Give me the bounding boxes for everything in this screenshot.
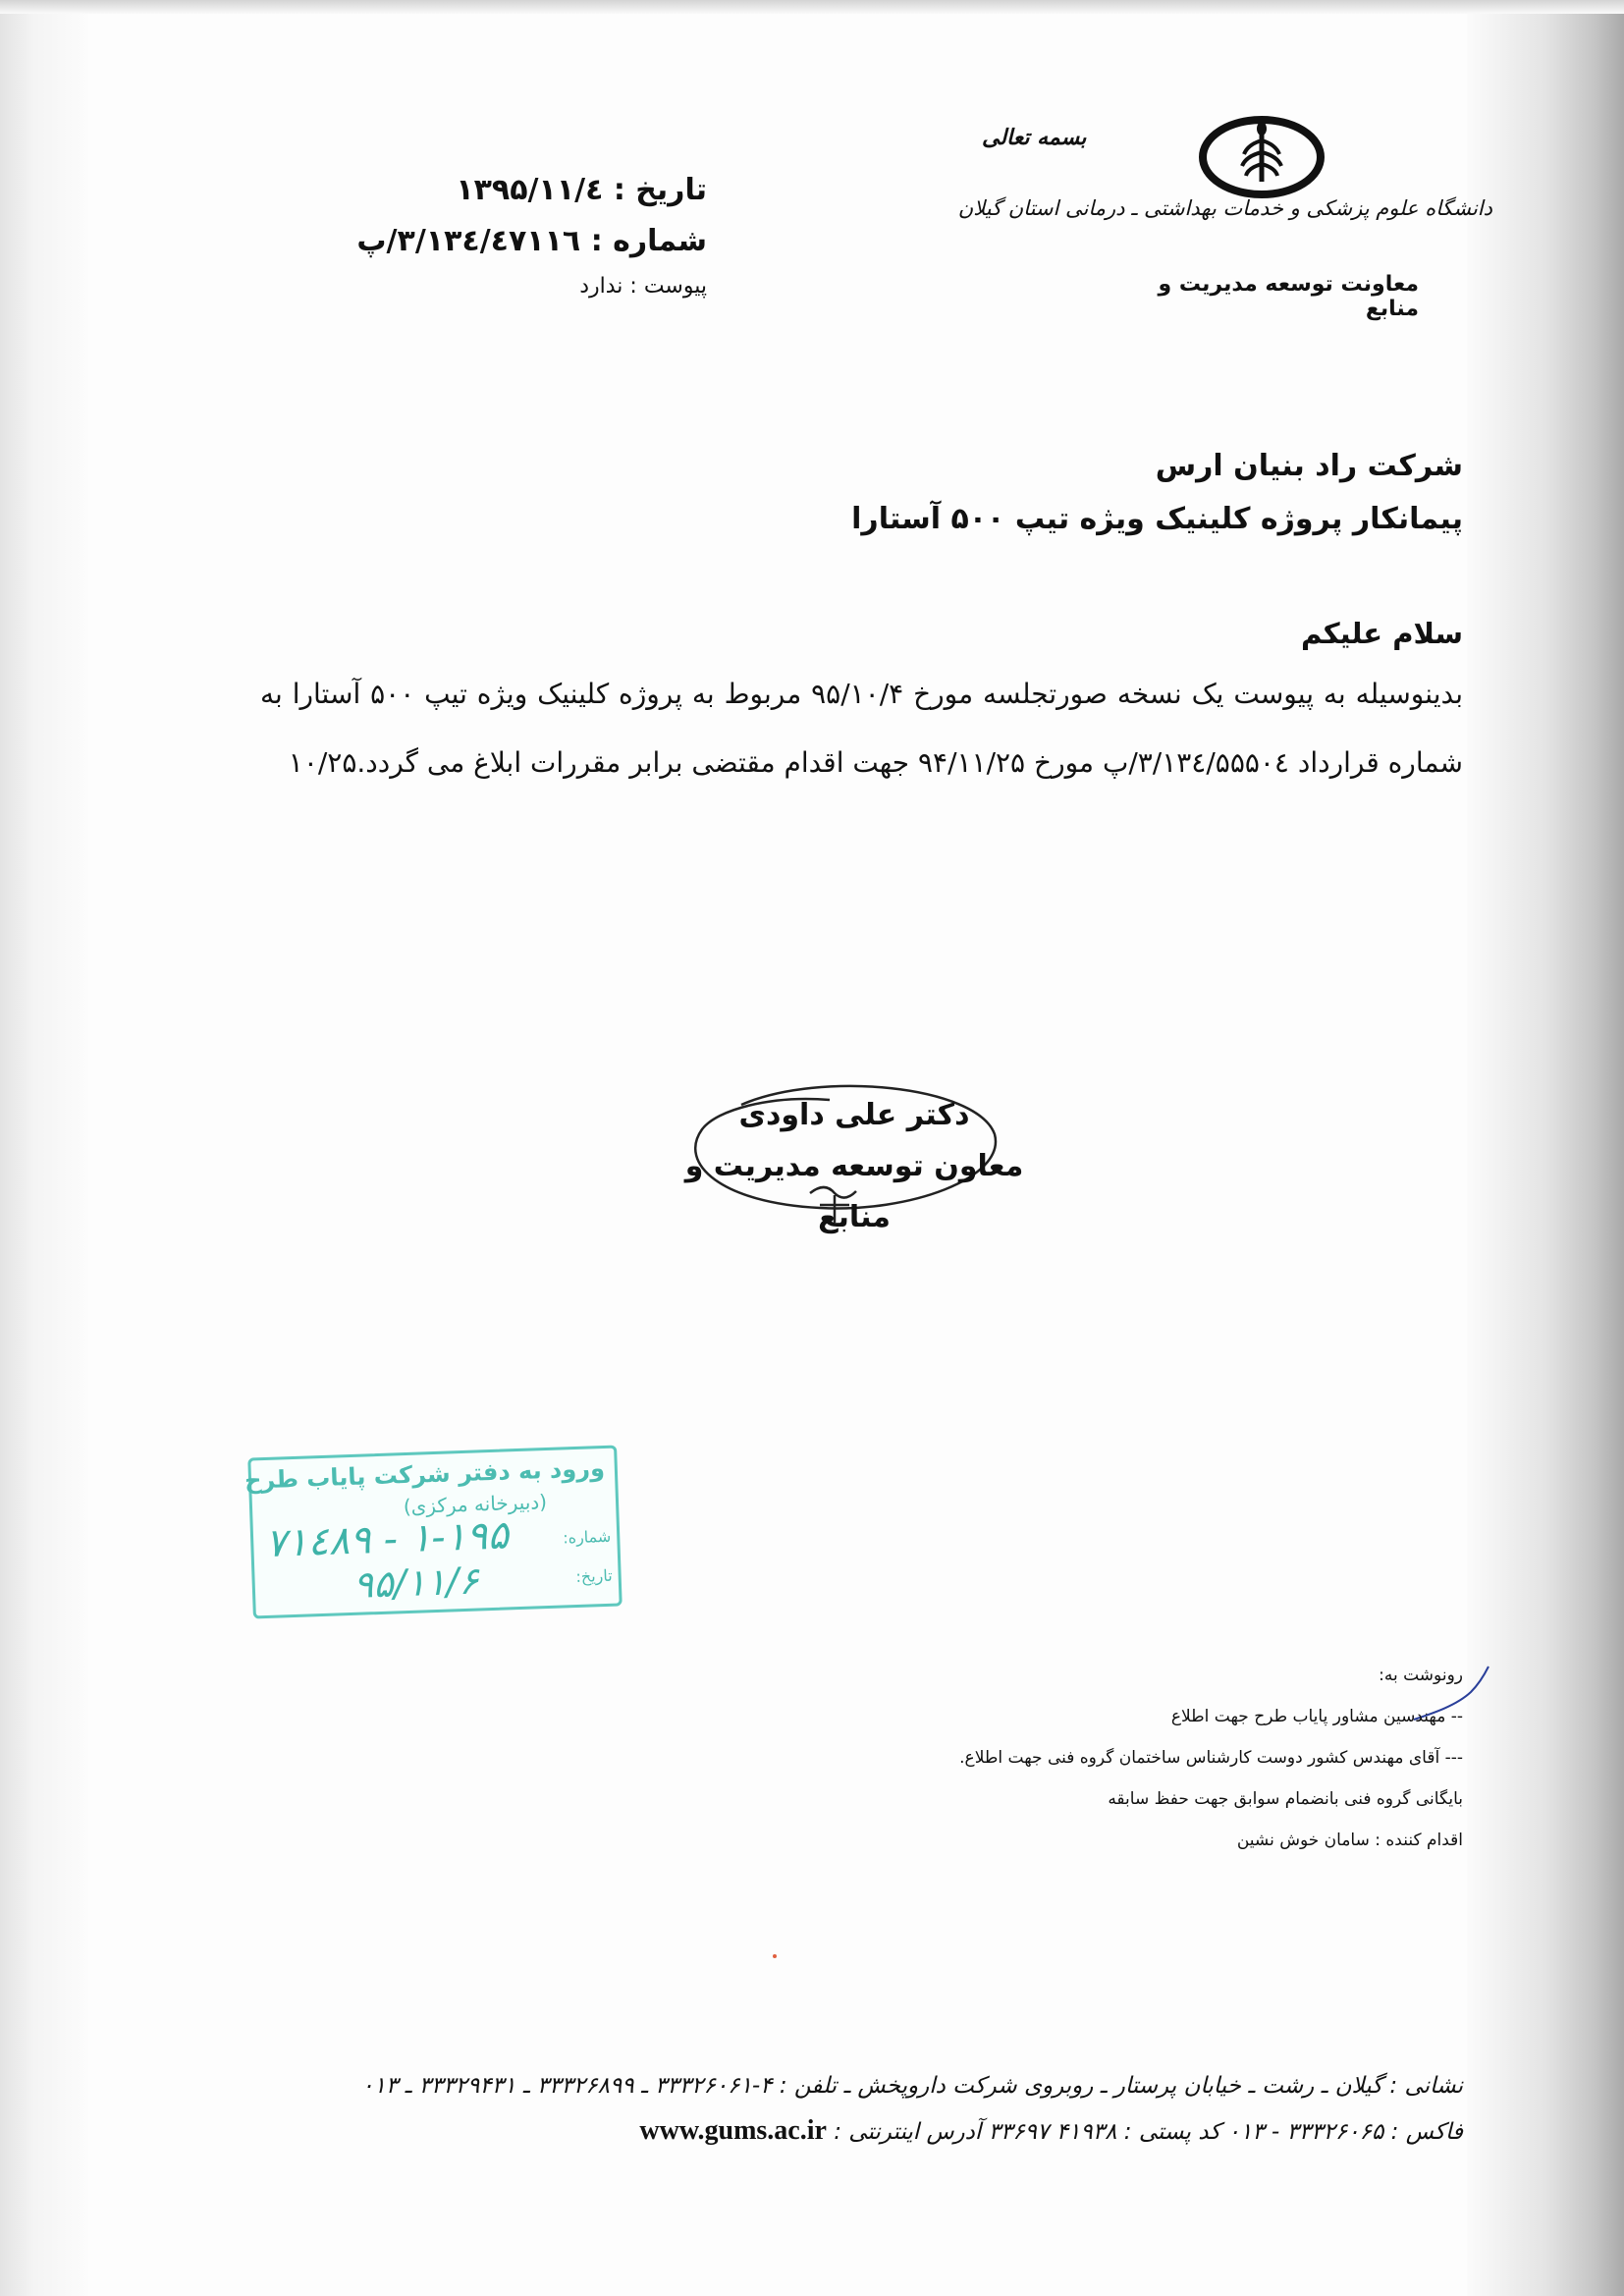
greeting: سلام علیکم [1301, 617, 1463, 650]
recipient-block [687, 440, 1463, 546]
stamp-title: ورود به دفتر شرکت پایاب طرح [244, 1453, 606, 1495]
number-value: ۳/۱۳٤/٤۷۱۱٦/پ [356, 224, 581, 258]
letter-meta [353, 165, 707, 306]
recipient-role: پیمانکار پروژه کلینیک ویژه تیپ ۵۰۰ آستارا [851, 502, 1463, 536]
receipt-stamp [244, 1445, 622, 1618]
cc-item: --- آقای مهندس کشور دوست کارشناس ساختمان گروه فنی جهت اطلاع. [959, 1748, 1463, 1768]
university-emblem-icon [1193, 113, 1330, 201]
recipient-company: شرکت راد بنیان ارس [1155, 449, 1463, 483]
footer-fax-postal: فاکس : ۳۳۳۲۶۰۶۵ - ۰۱۳ کد پستی : ۴۱۹۳۸ ۳۳۶۹۷ آدرس اینترنتی : [834, 2119, 1463, 2145]
attachment-row [353, 267, 707, 306]
ink-speck [773, 1954, 777, 1958]
stamp-date-label: تاریخ: [575, 1565, 613, 1587]
signature-block [648, 1090, 1060, 1243]
number-label: شماره : [590, 224, 707, 258]
number-row [353, 216, 707, 267]
body-paragraph: بدینوسیله به پیوست یک نسخه صورتجلسه مورخ ۹۵/۱۰/۴ مربوط به پروژه کلینیک ویژه تیپ ۵۰۰ آستارا به شماره قرارداد ۳/۱۳٤/۵۵۵۰٤/پ مورخ ۹۴/۱۱/۲۵ جهت اقدام مقتضی برابر مقررات ابلاغ می گردد.۱۰/۲۵ [260, 678, 1463, 779]
footer [236, 2062, 1463, 2154]
stamp-number-value: ۱-۱۹۵ - ۷۱٤۸۹ [264, 1512, 510, 1567]
footer-address: نشانی : گیلان ـ رشت ـ خیابان پرستار ـ روبروی شرکت داروپخش ـ تلفن : ۴-۳۳۳۲۶۰۶۱ ـ ۳۳۳۲۶۸۹۹ ـ ۳۳۳۲۹۴۳۱ ـ ۰۱۳ [361, 2073, 1463, 2099]
footer-contact [236, 2109, 1463, 2154]
cc-list [835, 1655, 1463, 1861]
attachment-label: پیوست : [629, 274, 707, 299]
scan-shadow-right [1467, 0, 1624, 2296]
attachment-value: ندارد [579, 274, 623, 299]
cc-heading: رونوشت به: [1379, 1666, 1463, 1685]
signer-name: دکتر علی داودی [738, 1098, 970, 1132]
scan-shadow-top [0, 0, 1624, 14]
stamp-subtitle: (دبیرخانه مرکزی) [403, 1490, 548, 1519]
date-row [353, 165, 707, 216]
signer-title: معاون توسعه مدیریت و منابع [684, 1149, 1024, 1234]
department-name: معاونت توسعه مدیریت و منابع [1158, 272, 1419, 321]
scan-shadow-left [0, 0, 88, 2296]
website-link[interactable]: www.gums.ac.ir [639, 2115, 827, 2146]
university-name: دانشگاه علوم پزشکی و خدمات بهداشتی ـ درمانی استان گیلان [957, 196, 1492, 220]
stamp-number-label: شماره: [562, 1526, 612, 1548]
cc-item: بایگانی گروه فنی بانضمام سوابق جهت حفظ سابقه [1108, 1789, 1463, 1809]
date-value: ۱۳۹۵/۱۱/٤ [456, 173, 604, 207]
cc-item: -- مهندسین مشاور پایاب طرح جهت اطلاع [1170, 1707, 1463, 1726]
stamp-date-value: ۹۵/۱۱/۶ [352, 1558, 480, 1607]
letterhead-invocation: بسمه تعالی [982, 126, 1087, 150]
cc-item: اقدام کننده : سامان خوش نشین [1236, 1831, 1463, 1850]
date-label: تاریخ : [613, 173, 707, 207]
